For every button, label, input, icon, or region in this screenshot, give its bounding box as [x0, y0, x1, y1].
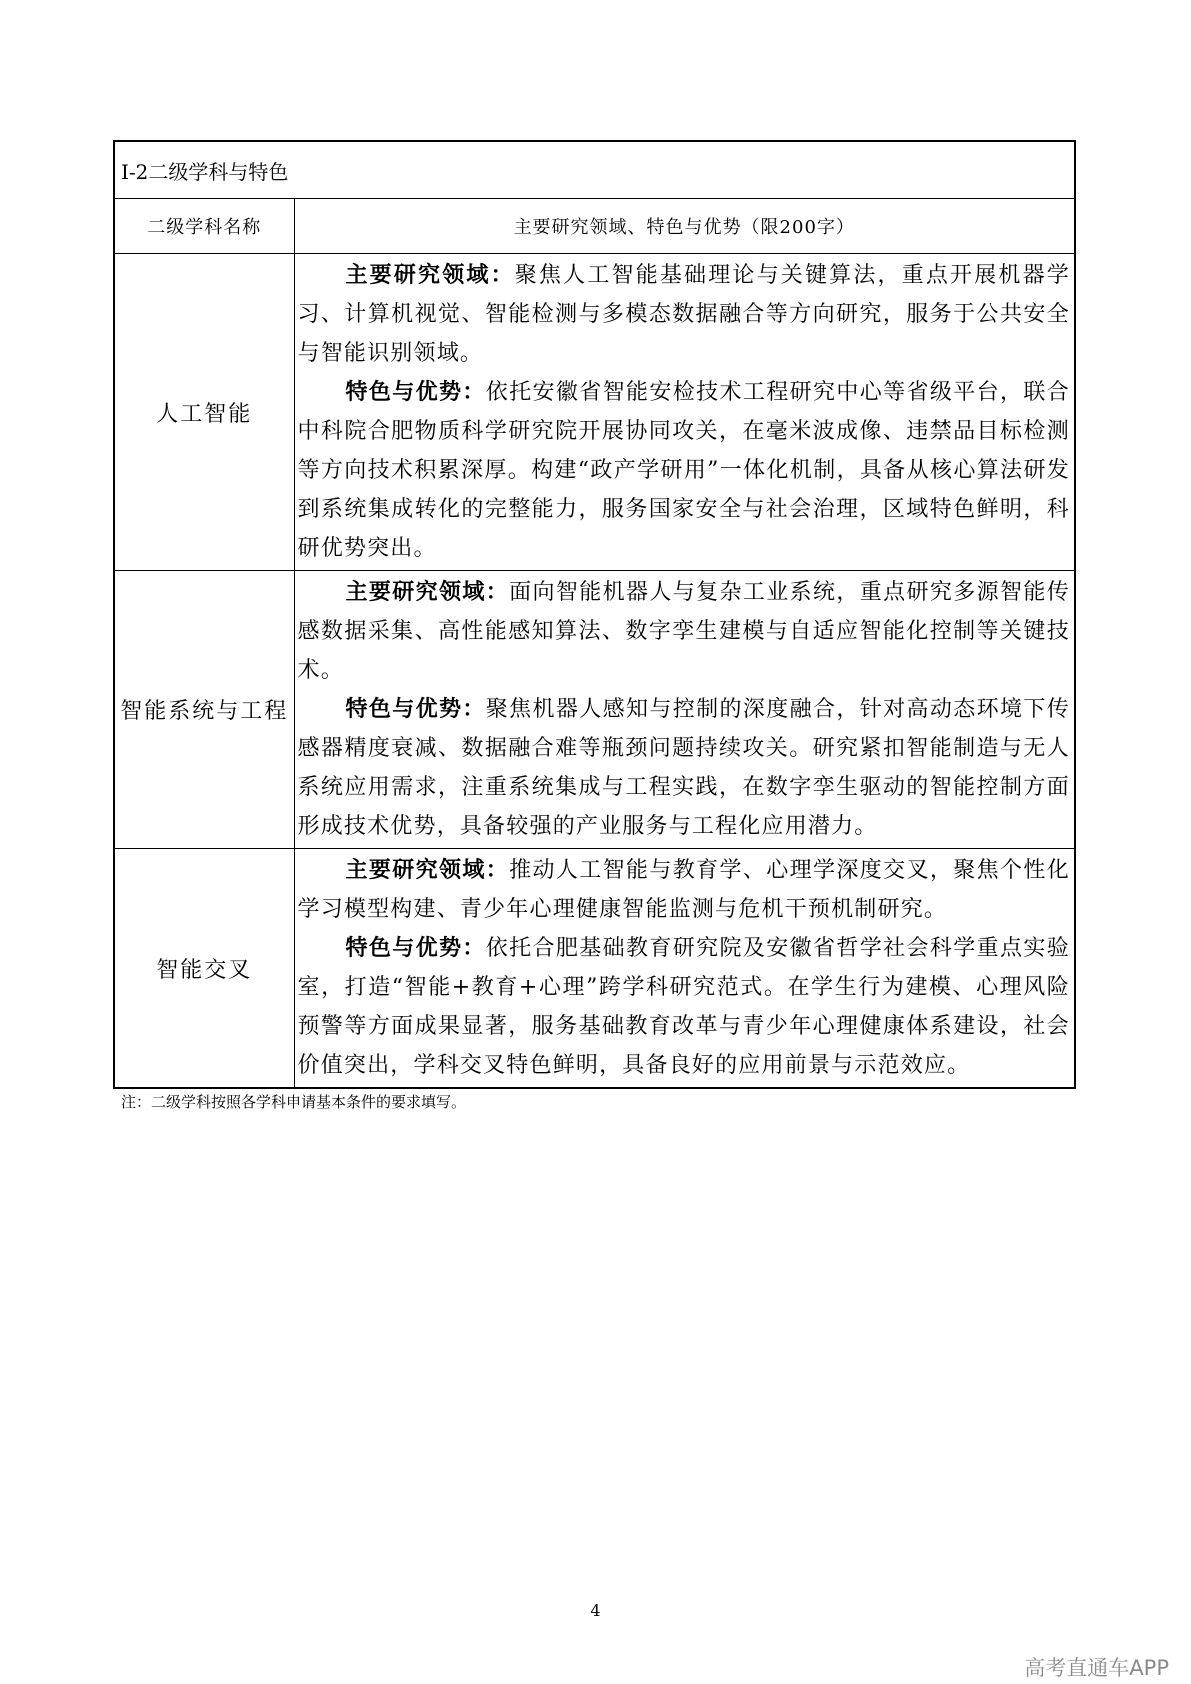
feature-label: 特色与优势： [345, 935, 486, 961]
discipline-content [294, 571, 1075, 849]
discipline-name: 智能交叉 [114, 849, 294, 1089]
table-row [114, 571, 1075, 849]
research-paragraph [298, 256, 1071, 373]
feature-label: 特色与优势： [345, 696, 486, 722]
research-text: 聚焦人工智能基础理论与关键算法，重点开展机器学习、计算机视觉、智能检测与多模态数据融合等方向研究，服务于公共安全与智能识别领域。 [297, 263, 1070, 366]
table-title: I-2二级学科与特色 [114, 141, 1075, 199]
feature-text: 聚焦机器人感知与控制的深度融合，针对高动态环境下传感器精度衰减、数据融合难等瓶颈问题持续攻关。研究紧扣智能制造与无人系统应用需求，注重系统集成与工程实践，在数字孪生驱动的智能控制方面形成技术优势，具备较强的产业服务与工程化应用潜力。 [297, 697, 1070, 839]
feature-paragraph [298, 929, 1071, 1085]
discipline-name: 智能系统与工程 [114, 571, 294, 849]
discipline-table [113, 140, 1076, 1089]
research-text: 推动人工智能与教育学、心理学深度交叉，聚焦个性化学习模型构建、青少年心理健康智能监测与危机干预机制研究。 [297, 858, 1070, 922]
feature-label: 特色与优势： [345, 379, 486, 405]
discipline-name: 人工智能 [114, 254, 294, 571]
table-row [114, 254, 1075, 571]
page-number: 4 [590, 1601, 601, 1620]
table-note: 注：二级学科按照各学科申请基本条件的要求填写。 [121, 1093, 467, 1111]
feature-paragraph [298, 690, 1071, 846]
col-header-research: 主要研究领域、特色与优势（限200字） [294, 199, 1075, 254]
feature-text: 依托合肥基础教育研究院及安徽省哲学社会科学重点实验室，打造“智能+教育+心理”跨学科研究范式。在学生行为建模、心理风险预警等方面成果显著，服务基础教育改革与青少年心理健康体系建设，社会价值突出，学科交叉特色鲜明，具备良好的应用前景与示范效应。 [297, 936, 1070, 1078]
research-label: 主要研究领域： [345, 857, 510, 883]
discipline-content [294, 254, 1075, 571]
table-title-row [114, 141, 1075, 199]
research-label: 主要研究领域： [345, 262, 515, 288]
table-row [114, 849, 1075, 1089]
research-paragraph [298, 851, 1071, 929]
discipline-content [294, 849, 1075, 1089]
research-paragraph [298, 573, 1071, 690]
research-text: 面向智能机器人与复杂工业系统，重点研究多源智能传感数据采集、高性能感知算法、数字孪生建模与自适应智能化控制等关键技术。 [297, 580, 1070, 683]
col-header-discipline: 二级学科名称 [114, 199, 294, 254]
table-header-row [114, 199, 1075, 254]
research-label: 主要研究领域： [345, 579, 510, 605]
feature-paragraph [298, 373, 1071, 568]
feature-text: 依托安徽省智能安检技术工程研究中心等省级平台，联合中科院合肥物质科学研究院开展协同攻关，在毫米波成像、违禁品目标检测等方向技术积累深厚。构建“政产学研用”一体化机制，具备从核心算法研发到系统集成转化的完整能力，服务国家安全与社会治理，区域特色鲜明，科研优势突出。 [297, 380, 1070, 561]
watermark: 高考直通车APP [1024, 1656, 1169, 1680]
